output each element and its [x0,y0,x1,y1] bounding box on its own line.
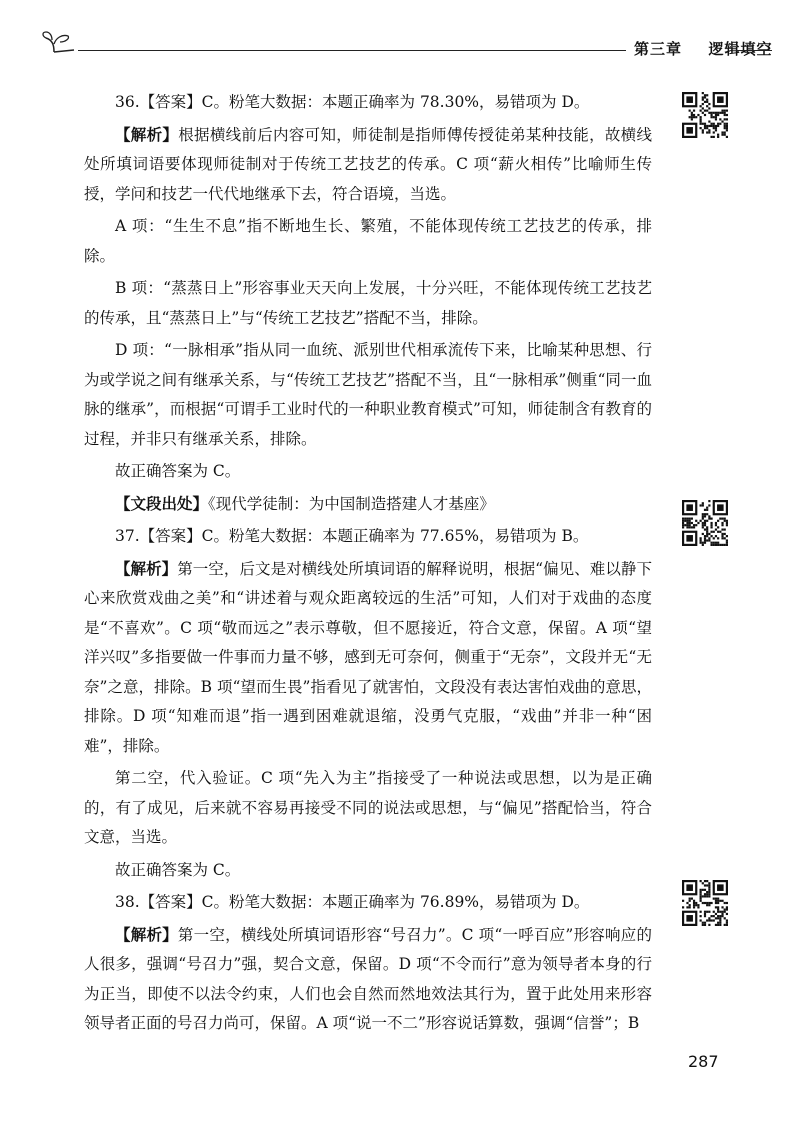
analysis-tag: 【解析】 [115,559,178,578]
answer-36: 36.【答案】C。粉笔大数据：本题正确率为 78.30%，易错项为 D。 [115,93,590,111]
section-label: 逻辑填空 [708,40,773,58]
conclusion-37: 故正确答案为 C。 [115,860,241,879]
analysis-36: 【解析】根据横线前后内容可知，师徒制是指师傅传授徒弟某种技能，故横线处所填词语要体现师徒制对于传统工艺技艺的传承。C 项“薪火相传”比喻师生传授，学问和技艺一代代地继承下去，符合语境，当选。 [84,125,652,203]
answer-38: 38.【答案】C。粉笔大数据：本题正确率为 76.89%，易错项为 D。 [115,893,590,911]
page-body [84,88,652,1042]
conclusion-36: 故正确答案为 C。 [115,462,241,480]
second-blank-37: 第二空，代入验证。C 项“先入为主”指接受了一种说法或思想，以为是正确的，有了成见，后来就不容易再接受不同的说法或思想，与“偏见”搭配恰当，符合文意，当选。 [84,769,652,846]
answer-37: 37.【答案】C。粉笔大数据：本题正确率为 77.65%，易错项为 B。 [115,527,589,545]
qr-code-36-icon[interactable] [682,92,728,138]
analysis-38: 【解析】第一空，横线处所填词语形容“号召力”。C 项“一呼百应”形容响应的人很多，强调“号召力”强，契合文意，保留。D 项“不令而行”意为领导者本身的行为正当，即使不以法令约束，人们也会自然而然地效法其行为，置于此处用来形容领导者正面的号召力尚可，保留。A 项“说一不二”形容说话算数，强调“信誉”；B [84,925,652,1032]
qr-code-37-icon[interactable] [682,500,728,546]
page-number: 287 [688,1052,719,1071]
analysis-tag: 【解析】 [115,925,178,944]
source-36: 【文段出处】《现代学徒制：为中国制造搭建人才基座》 [115,494,495,513]
chapter-label: 第三章 [634,40,683,58]
qr-code-38-icon[interactable] [682,880,728,926]
chapter-title [634,38,773,59]
header-rule-left [78,50,626,51]
option-b-36: B 项：“蒸蒸日上”形容事业天天向上发展，十分兴旺，不能体现传统工艺技艺的传承，且“蒸蒸日上”与“传统工艺技艺”搭配不当，排除。 [84,279,652,327]
source-tag: 【文段出处】 [115,494,209,513]
page-header [40,30,773,60]
option-a-36: A 项：“生生不息”指不断地生长、繁殖，不能体现传统工艺技艺的传承，排除。 [84,217,652,265]
analysis-tag: 【解析】 [115,125,179,144]
analysis-37: 【解析】第一空，后文是对横线处所填词语的解释说明，根据“偏见、难以静下心来欣赏戏曲之美”和“讲述着与观众距离较远的生活”可知，人们对于戏曲的态度是“不喜欢”。C 项“敬而远之”表示尊敬，但不愿接近，符合文意，保留。A 项“望洋兴叹”多指要做一件事而力量不够，感到无可奈何，侧重于“无奈”，文段并无“无奈”之意，排除。B 项“望而生畏”指看见了就害怕，文段没有表达害怕戏曲的意思，排除。D 项“知难而退”指一遇到困难就退缩，没勇气克服，“戏曲”并非一种“困难”，排除。 [84,559,652,755]
sprout-icon [40,30,76,54]
option-d-36: D 项：“一脉相承”指从同一血统、派别世代相承流传下来，比喻某种思想、行为或学说之间有继承关系，与“传统工艺技艺”搭配不当，且“一脉相承”侧重“同一血脉的继承”，而根据“可谓手工业时代的一种职业教育模式”可知，师徒制含有教育的过程，并非只有继承关系，排除。 [84,341,652,448]
header-rule-right [736,50,772,51]
